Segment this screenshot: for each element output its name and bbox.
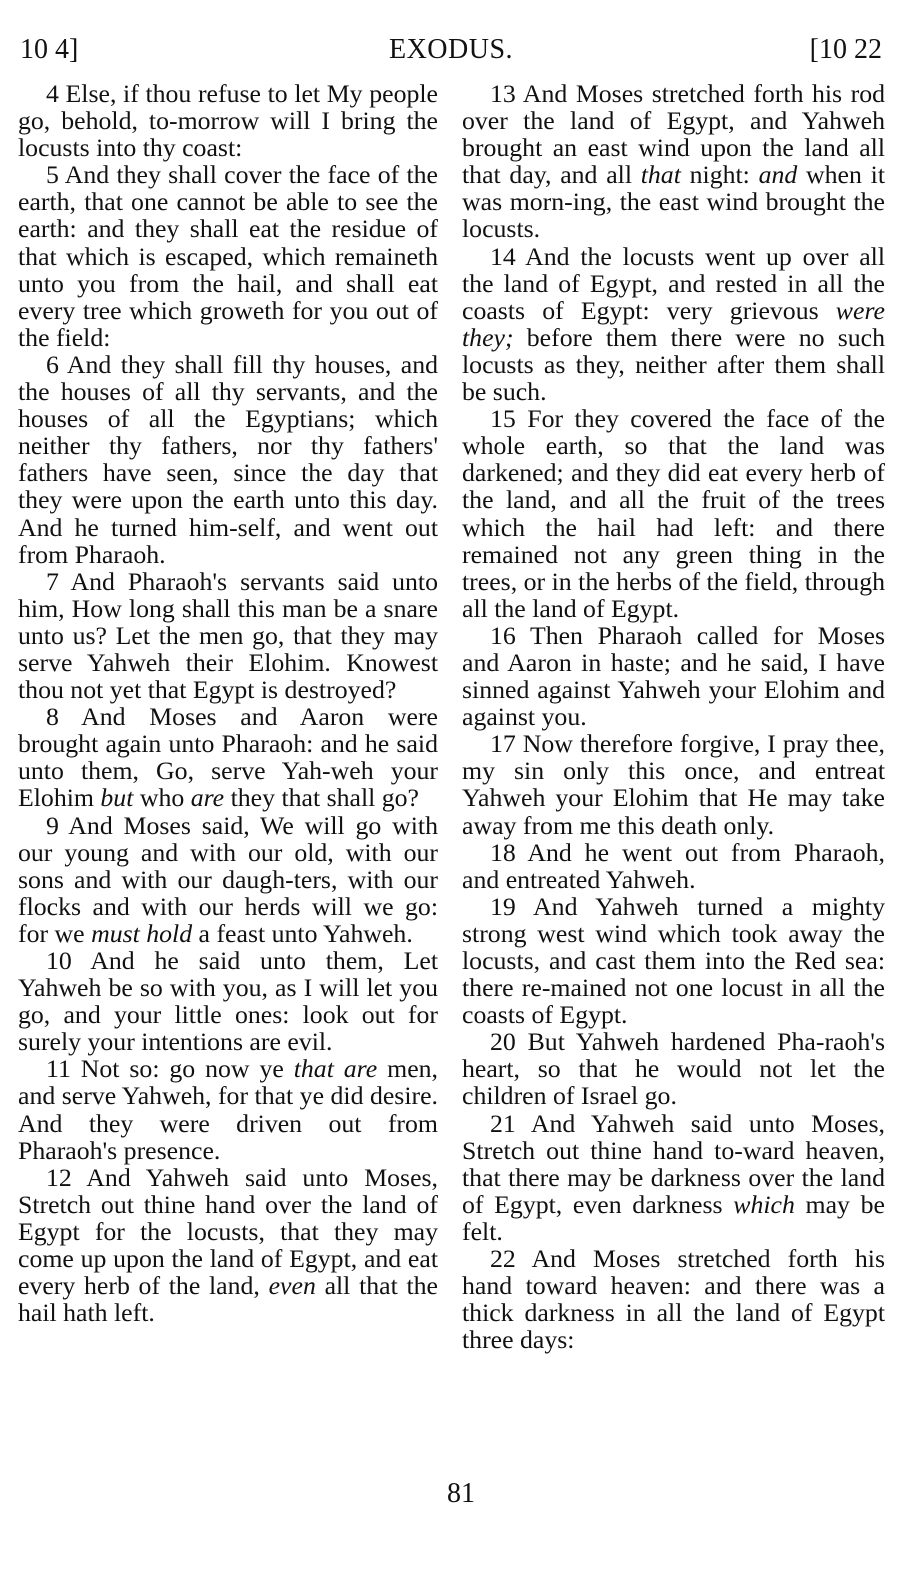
verse-text: who (133, 783, 191, 813)
verse-text: a feast unto Yahweh. (192, 918, 413, 948)
verse-italic-text: and (758, 160, 798, 190)
verse-text: And the locusts went up over all the land of Egypt, and rested in all the coasts of Egypt: very grievous (462, 241, 885, 325)
verse-16 (462, 622, 885, 730)
verse-text: may be felt. (462, 1189, 885, 1246)
verse-text: And Yahweh turned a mighty strong west wind which took away the locusts, and cast them into the Red sea: there re-mained not one locust in all the coasts of Egypt. (462, 891, 885, 1030)
right-text-column (462, 80, 885, 1353)
verse-number: 13 (490, 79, 523, 108)
verse-15 (462, 405, 885, 622)
verse-14 (462, 243, 885, 406)
verse-text: And he said unto them, Let Yahweh be so with you, as I will let you go, and your little ones: look out for surely your intentions are evil. (18, 946, 439, 1057)
verse-11 (18, 1055, 438, 1163)
verse-number: 19 (490, 891, 534, 921)
verse-18 (462, 839, 885, 893)
verse-text: And they shall cover the face of the earth, that one cannot be able to see the earth: and they shall eat the residue of that which is escaped, which remaineth unto you from the hail, and shall eat every tree which groweth for you out of the field: (18, 160, 438, 352)
verse-text: And Moses and Aaron were brought again unto Pharaoh: and he said unto them, Go, serve Yah-weh your Elohim (18, 702, 438, 813)
verse-number: 18 (490, 837, 528, 867)
running-header (20, 30, 882, 70)
verse-text: And Pharaoh's servants said unto him, How long shall this man be a snare unto us? Let the men go, that they may serve Yahweh their Elohim. Knowest thou not yet that Egypt is destroyed? (18, 566, 438, 705)
verse-italic-text: but (100, 783, 134, 813)
verse-4 (18, 80, 438, 161)
verse-12 (18, 1164, 438, 1327)
verse-italic-text: are (190, 783, 225, 813)
verse-text: Else, if thou refuse to let My people go, behold, to-morrow will I bring the locusts into thy coast: (18, 79, 438, 163)
verse-9 (18, 812, 438, 947)
verse-italic-text: that are (293, 1054, 378, 1084)
verse-number: 10 (46, 946, 91, 975)
verse-text: before them there were no such locusts as they, neither after them shall be such. (462, 322, 885, 407)
verse-number: 8 (46, 702, 82, 732)
verse-italic-text: that (640, 160, 681, 190)
left-text-column (18, 80, 438, 1326)
page-number: 81 (447, 1478, 475, 1509)
verse-number: 22 (490, 1244, 532, 1274)
verse-10 (18, 947, 438, 1055)
verse-text: And Moses stretched forth his hand toward heaven: and there was a thick darkness in all the land of Egypt three days: (462, 1244, 885, 1355)
verse-italic-text: must hold (91, 918, 193, 948)
verse-text: all that the hail hath left. (18, 1271, 438, 1328)
verse-text: night: (680, 160, 759, 190)
verse-text: Now therefore forgive, I pray thee, my sin only this once, and entreat Yahweh your Elohim that He may take away from me this death only. (462, 729, 886, 840)
verse-5 (18, 161, 438, 351)
verse-text: men, and serve Yahweh, for that ye did desire. And they were driven out from Pharaoh's presence. (18, 1054, 438, 1165)
header-chapter-verse-start: 10 4] (20, 34, 79, 65)
verse-text: they that shall go? (224, 783, 420, 813)
verse-italic-text: which (733, 1189, 795, 1219)
verse-19 (462, 893, 885, 1028)
verse-8 (18, 703, 438, 811)
verse-17 (462, 730, 885, 838)
verse-number: 16 (490, 620, 530, 650)
verse-text: And he went out from Pharaoh, and entreated Yahweh. (462, 837, 885, 894)
verse-text: For they covered the face of the whole earth, so that the land was darkened; and they did eat every herb of the land, and all the fruit of the trees which the hail had left: and there remained not any green thing in the trees, or in the herbs of the field, through all the land of Egypt. (462, 404, 886, 623)
verse-italic-text: were they; (462, 295, 885, 352)
header-chapter-verse-end: [10 22 (809, 34, 882, 65)
verse-number: 11 (46, 1054, 81, 1084)
verse-number: 20 (490, 1027, 528, 1057)
verse-number: 21 (490, 1108, 531, 1138)
verse-text: Not so: go now ye (80, 1054, 294, 1084)
verse-text: Then Pharaoh called for Moses and Aaron in haste; and he said, I have sinned against Yahweh your Elohim and against you. (462, 620, 885, 732)
verse-21 (462, 1110, 885, 1245)
header-book-title: EXODUS. (388, 34, 514, 65)
verse-text: And Yahweh said unto Moses, Stretch out thine hand to-ward heaven, that there may be darkness over the land of Egypt, even darkness (462, 1108, 885, 1219)
verse-number: 17 (490, 729, 523, 759)
verse-text: And they shall fill thy houses, and the houses of all thy servants, and the houses of all the Egyptians; which neither thy fathers, nor thy fathers' fathers have seen, since the day that they were upon the earth unto this day. And he turned him-self, and went out from Pharaoh. (18, 349, 438, 569)
verse-text: And Yahweh said unto Moses, Stretch out thine hand over the land of Egypt for the locusts, that they may come up upon the land of Egypt, and eat every herb of the land, (18, 1162, 439, 1301)
verse-20 (462, 1028, 885, 1109)
verse-italic-text: even (268, 1271, 316, 1301)
verse-text: And Moses said, We will go with our young and with our old, with our sons and with our daugh-ters, with our flocks and with our herds will we go: for we (18, 810, 438, 948)
verse-13 (462, 80, 885, 243)
verse-number: 14 (490, 241, 526, 271)
verse-text: when it was morn-ing, the east wind brought the locusts. (462, 160, 885, 244)
verse-number: 4 (46, 79, 66, 108)
verse-7 (18, 568, 438, 703)
verse-number: 9 (46, 810, 69, 840)
verse-number: 7 (46, 566, 71, 596)
verse-number: 6 (46, 349, 67, 379)
verse-22 (462, 1245, 885, 1353)
verse-text: And Moses stretched forth his rod over the land of Egypt, and Yahweh brought an east wind upon the land all that day, and all (462, 79, 885, 190)
verse-6 (18, 351, 438, 568)
verse-text: But Yahweh hardened Pha-raoh's heart, so that he would not let the children of Israel go. (462, 1027, 885, 1111)
verse-number: 12 (46, 1162, 87, 1192)
verse-number: 15 (490, 404, 528, 434)
verse-number: 5 (46, 160, 65, 190)
